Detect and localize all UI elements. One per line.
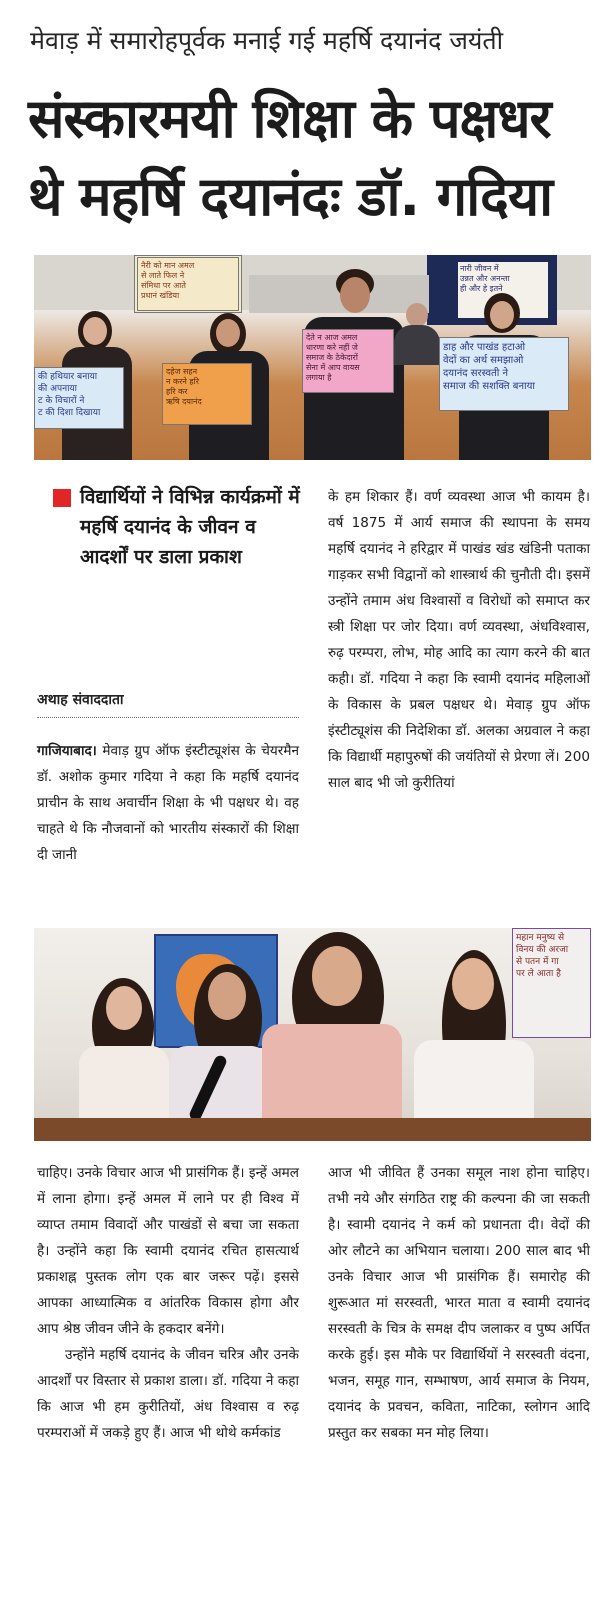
- red-square-icon: [53, 489, 71, 507]
- teacher: [394, 325, 440, 365]
- column-4-text: आज भी जीवित हैं उनका समूल नाश होना चाहिए। तभी नये और संगठित राष्ट्र की कल्पना की जा सकती है। स्वामी दयानंद ने कर्म को प्रधानता दी। वेदों की ओर लौटने का अभियान चलाया। 200 साल बाद भी उनके विचार आज भी प्रासंगिक हैं। समारोह की शुरूआत मां सरस्वती, भारत माता व स्वामी दयानंद सरस्वती के चित्र के समक्ष दीप जलाकर व पुष्प अर्पित करके हुई। इस मौके पर विद्यार्थियों ने सरस्वती वंदना, भजन, समूह गान, सम्भाषण, आर्य समाज के नियम, दयानंद के प्रवचन, कविता, नाटिका, स्लोगन आदि प्रस्तुत कर सबका मन मोह लिया।: [328, 1165, 590, 1441]
- placard-pink: देते न आज अमल धारणा करे नहीं जे समाज के ठेकेदारों सेना में आप वायस लगाया है: [302, 329, 394, 393]
- photo-students-placards: [34, 255, 591, 460]
- student-face: [490, 301, 514, 329]
- dotted-divider: [37, 717, 299, 718]
- singer-face: [452, 958, 494, 1010]
- student-face: [340, 277, 370, 313]
- dateline: गाजियाबाद।: [37, 743, 97, 759]
- article-column-4: [328, 1160, 590, 1446]
- student-face: [216, 319, 240, 347]
- photo-students-singing: [34, 928, 591, 1141]
- table-edge: [34, 1118, 591, 1141]
- headline: संस्कारमयी शिक्षा के पक्षधर थे महर्षि दयानंदः डॉ. गदिया: [28, 87, 553, 228]
- column-1-text: मेवाड़ ग्रुप ऑफ इंस्टीट्यूशंस के चेयरमैन डॉ. अशोक कुमार गदिया ने कहा कि महर्षि दयानंद प्राचीन के साथ अवार्चीन शिक्षा के भी पक्षधर थे। वह चाहते थे कि नौजवानों को भारतीय संस्कारों की शिक्षा दी जानी: [37, 743, 299, 863]
- wall-poster-text: नैरी को मान अमल से लाते फिल ने संमिधा पर आते प्रधानं खंडिया: [137, 257, 239, 311]
- student-face: [83, 317, 107, 345]
- placard-blue-left: की हथियार बनाया की अपनाया ट के विचारों ने ट की दिशा दिखाया: [34, 367, 124, 429]
- singer-face: [106, 986, 142, 1030]
- subhead: विद्यार्थियों ने विभिन्न कार्यक्रमों में महर्षि दयानंद के जीवन व आदर्शों पर डाला प्रकाश: [80, 486, 300, 568]
- article-column-2: [328, 484, 590, 796]
- placard-blue-right: डाह और पाखंड हटाओ वेदों का अर्थ समझाओ दयानंद सरस्वती ने समाज की सशक्ति बनाया: [439, 337, 569, 411]
- article-column-1: [37, 738, 299, 868]
- singer-face: [208, 972, 246, 1020]
- singer-face: [312, 946, 362, 1006]
- column-3-paragraph-2: उन्होंने महर्षि दयानंद के जीवन चरित्र और उनके आदर्शों पर विस्तार से प्रकाश डाला। डॉ. गदिया ने कहा कि आज भी हम कुरीतियों, अंध विश्वास व रुढ़ परम्पराओं में जकड़े हुए हैं। आज भी थोथे कर्मकांड: [37, 1347, 299, 1441]
- column-3-paragraph-1: चाहिए। उनके विचार आज भी प्रासंगिक हैं। इन्हें अमल में लाना होगा। इन्हें अमल में लाने पर ही विश्व में व्याप्त तमाम विवादों और पाखंडों से बचा जा सकता है। उन्होंने कहा कि स्वामी दयानंद रचित हासत्यार्थ प्रकाशह्न पुस्तक लोग एक बार जरूर पढ़ें। इससे आपका आध्यात्मिक व आंतरिक विकास होगा और आप श्रेष्ठ जीवन जीने के हकदार बनेंगे।: [37, 1165, 299, 1337]
- teacher-face: [406, 303, 428, 327]
- poster-text: नारी जीवन में उन्नत और अनन्ता ही और हे इतने: [458, 262, 548, 318]
- kicker: मेवाड़ में समारोहपूर्वक मनाई गई महर्षि दयानंद जयंती: [30, 26, 504, 55]
- wall-poster-quote: महान मनुष्य से विनय की अरजा से पतन में गा पर ले आता है: [512, 928, 591, 1038]
- byline: अथाह संवाददाता: [37, 692, 124, 708]
- placard-orange: दहेज सहन न करने हरि हरि कर ऋषि दयानंद: [162, 363, 252, 425]
- column-2-text: के हम शिकार हैं। वर्ण व्यवस्था आज भी कायम है। वर्ष 1875 में आर्य समाज की स्थापना के समय महर्षि दयानंद ने हरिद्वार में पाखंड खंड खंडिनी पताका गाड़कर सभी विद्वानों को शास्त्रार्थ की चुनौती दी। इसमें उन्होंने तमाम अंध विश्वासों व विरोधों को समाप्त कर स्त्री शिक्षा पर जोर दिया। वर्ण व्यवस्था, अंधविश्वास, रुढ़ परम्परा, लोभ, मोह आदि का त्याग करने की बात कही। डॉ. गदिया ने कहा कि स्वामी दयानंद महिलाओं के विकास के प्रबल पक्षधर थे। मेवाड़ ग्रुप ऑफ इंस्टीट्यूशंस की निदेशिका डॉ. अलका अग्रवाल ने कहा कि विद्यार्थी महापुरुषों की जयंतियों से प्रेरणा लें। 200 साल बाद भी जो कुरीतियां: [328, 489, 590, 791]
- article-column-3: [37, 1160, 299, 1446]
